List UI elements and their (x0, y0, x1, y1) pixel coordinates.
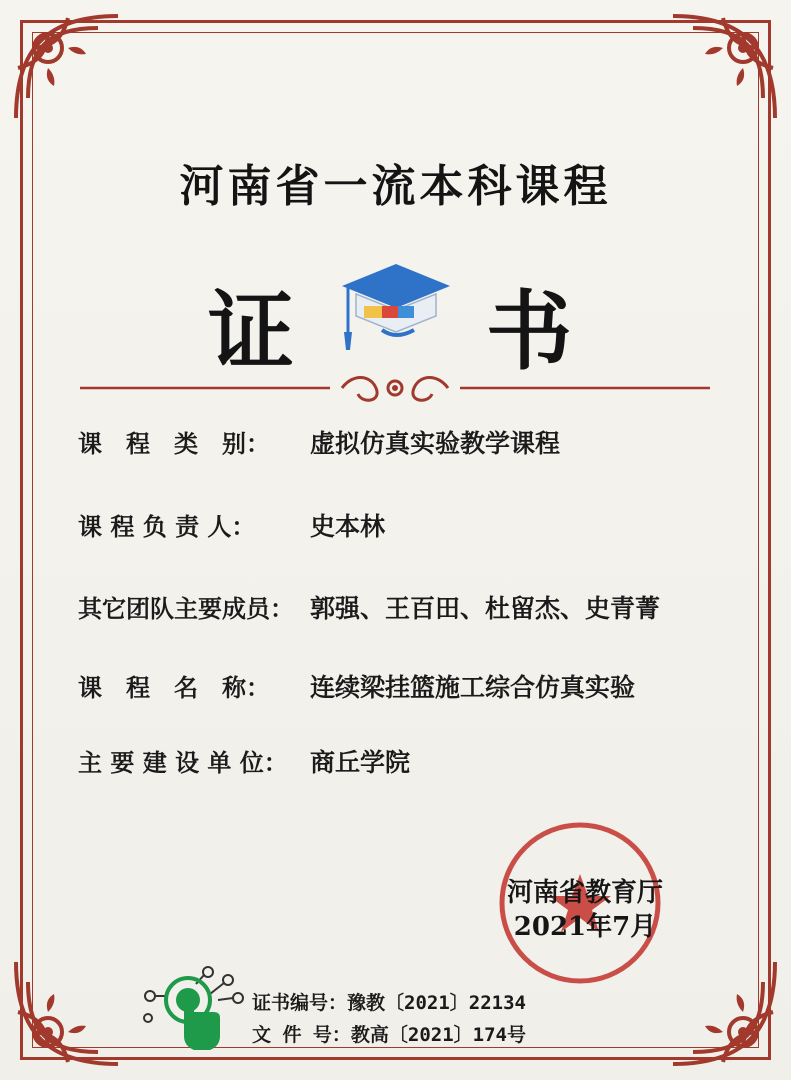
certificate-number-value: 豫教〔2021〕22134 (347, 992, 526, 1014)
field-value: 连续梁挂篮施工综合仿真实验 (310, 673, 636, 702)
field-value: 商丘学院 (310, 748, 411, 777)
field-team-members (78, 589, 660, 625)
corner-ornament-bottom-left (8, 952, 128, 1072)
ornamental-divider (80, 370, 710, 406)
field-course-leader (78, 507, 385, 543)
issuer-name: 河南省教育厅 (506, 878, 663, 908)
field-label: 主 要 建 设 单 位： (78, 748, 288, 777)
field-label: 课 程 负 责 人： (78, 512, 256, 541)
graduation-cap-icon (334, 258, 454, 368)
field-label: 其它团队主要成员： (78, 594, 294, 623)
issue-date: 2021年7月 (513, 912, 657, 942)
corner-ornament-bottom-right (663, 952, 783, 1072)
field-course-name (78, 668, 635, 704)
heading-char-right: 书 (486, 281, 572, 382)
touch-qr-icon (138, 966, 248, 1058)
corner-ornament-top-right (663, 8, 783, 128)
document-number (252, 1020, 526, 1047)
field-value: 虚拟仿真实验教学课程 (310, 429, 561, 458)
corner-ornament-top-left (8, 8, 128, 128)
field-construction-unit (78, 743, 410, 779)
document-number-label: 文 件 号： (252, 1024, 351, 1046)
field-label: 课 程 名 称： (78, 673, 270, 702)
field-course-category (78, 424, 560, 460)
field-label: 课 程 类 别： (78, 429, 270, 458)
certificate-title: 河南省一流本科课程 (179, 161, 612, 212)
certificate-number (252, 988, 526, 1015)
certificate-number-label: 证书编号： (252, 992, 348, 1014)
field-value: 郭强、王百田、杜留杰、史青菁 (310, 594, 661, 623)
heading-char-left: 证 (208, 281, 294, 382)
document-number-value: 教高〔2021〕174号 (350, 1024, 526, 1046)
field-value: 史本林 (310, 512, 386, 541)
